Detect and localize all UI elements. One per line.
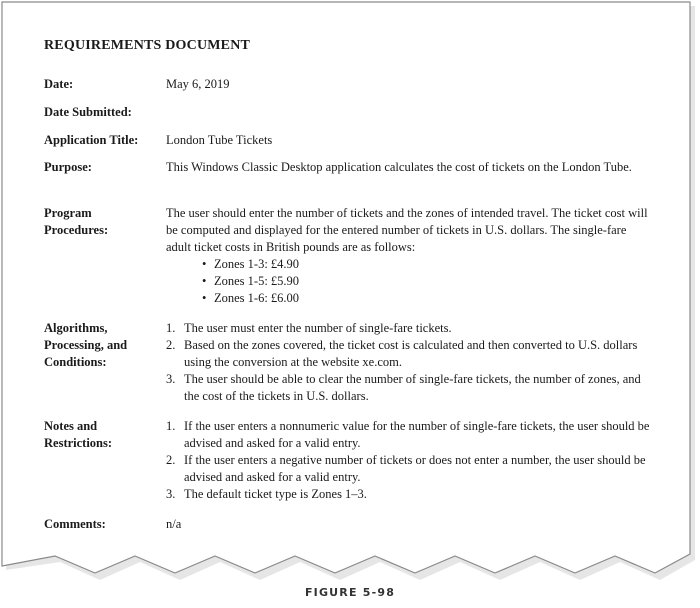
- algorithms-list: [166, 320, 654, 405]
- program-procedures-label: [44, 205, 164, 239]
- purpose-value: This Windows Classic Desktop application calculates the cost of tickets on the London Tube.: [166, 160, 632, 174]
- notes-list: [166, 418, 654, 503]
- list-item: [166, 418, 654, 452]
- application-title-label: Application Title:: [44, 133, 139, 147]
- fare-item: • Zones 1-5: £5.90: [214, 273, 654, 290]
- date-label: Date:: [44, 77, 74, 91]
- list-text: If the user enters a nonnumeric value for the number of single-fare tickets, the user should be advised and asked for a valid entry.: [184, 419, 650, 450]
- list-text: Based on the zones covered, the ticket cost is calculated and then converted to U.S. dollars using the conversion at the website xe.com.: [184, 338, 638, 369]
- algorithms-label-line1: Algorithms,: [44, 321, 108, 335]
- date-submitted-label: Date Submitted:: [44, 105, 132, 119]
- algorithms-label: [44, 320, 164, 371]
- list-number: 3.: [166, 487, 176, 501]
- list-number: 2.: [166, 453, 176, 467]
- list-item: [166, 452, 654, 486]
- fare-item: • Zones 1-3: £4.90: [214, 256, 654, 273]
- notes-label-line1: Notes and: [44, 419, 98, 433]
- requirements-document: [44, 38, 664, 531]
- program-procedures-text: The user should enter the number of tickets and the zones of intended travel. The ticket cost will be computed and displayed for the entered number of tickets in U.S. dollars. The single-fare adult ticket costs in British pounds are as follows:: [166, 206, 648, 254]
- figure-caption: FIGURE 5-98: [304, 586, 396, 599]
- purpose-label: Purpose:: [44, 160, 92, 174]
- list-item: [166, 337, 654, 371]
- comments-value: n/a: [166, 517, 182, 531]
- list-number: 1.: [166, 419, 176, 433]
- application-title-value: London Tube Tickets: [166, 133, 273, 147]
- fare-item: • Zones 1-6: £6.00: [214, 290, 654, 307]
- algorithms-value: [166, 320, 654, 405]
- program-procedures-value: [166, 205, 654, 307]
- algorithms-label-line3: Conditions:: [44, 355, 107, 369]
- date-value: May 6, 2019: [166, 77, 230, 91]
- list-item: [166, 320, 654, 337]
- list-number: 1.: [166, 321, 176, 335]
- list-text: The user should be able to clear the number of single-fare tickets, the number of zones, and the cost of the tickets in U.S. dollars.: [184, 372, 641, 403]
- list-text: The default ticket type is Zones 1–3.: [184, 487, 367, 501]
- list-item: [166, 486, 654, 503]
- notes-label: [44, 418, 164, 452]
- program-procedures-label-line1: Program: [44, 206, 92, 220]
- notes-label-line2: Restrictions:: [44, 436, 113, 450]
- document-title: REQUIREMENTS DOCUMENT: [44, 38, 251, 53]
- comments-label: Comments:: [44, 517, 106, 531]
- list-number: 3.: [166, 372, 176, 386]
- program-procedures-label-line2: Procedures:: [44, 223, 109, 237]
- list-text: The user must enter the number of single-fare tickets.: [184, 321, 452, 335]
- list-number: 2.: [166, 338, 176, 352]
- notes-value: [166, 418, 654, 503]
- fare-list: [166, 256, 654, 307]
- algorithms-label-line2: Processing, and: [44, 338, 128, 352]
- list-text: If the user enters a negative number of tickets or does not enter a number, the user should be advised and asked for a valid entry.: [184, 453, 646, 484]
- list-item: [166, 371, 654, 405]
